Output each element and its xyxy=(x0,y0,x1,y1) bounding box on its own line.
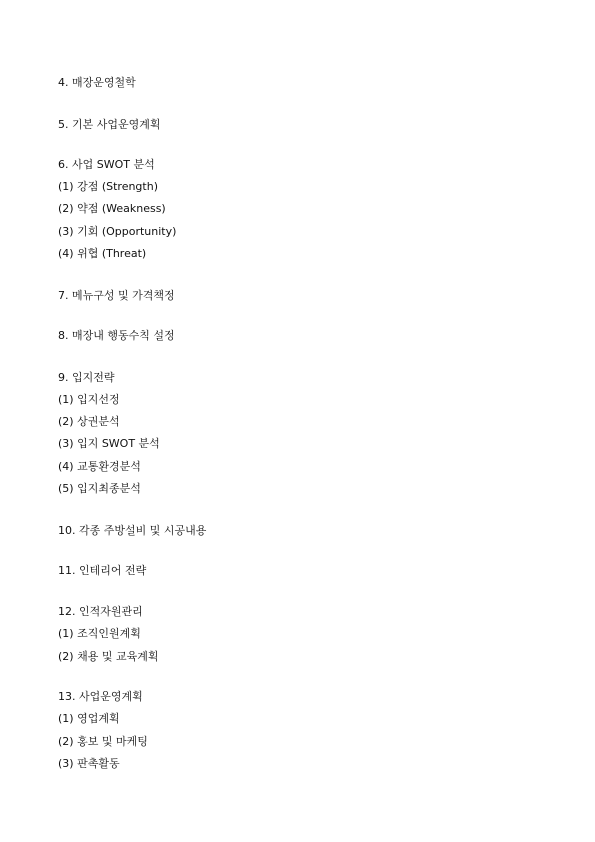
subsection-item: (3) 기회 (Opportunity) xyxy=(58,225,177,238)
section-heading-10: 10. 각종 주방설비 및 시공내용 xyxy=(58,524,207,537)
subsection-item: (2) 채용 및 교육계획 xyxy=(58,650,159,663)
section-heading-13: 13. 사업운영계획 xyxy=(58,690,143,703)
section-heading-11: 11. 인테리어 전략 xyxy=(58,564,147,577)
subsection-item: (1) 입지선정 xyxy=(58,393,120,406)
subsection-item: (3) 판촉활동 xyxy=(58,757,120,770)
section-heading-8: 8. 매장내 행동수칙 설정 xyxy=(58,329,175,342)
section-heading-7: 7. 메뉴구성 및 가격책정 xyxy=(58,289,175,302)
section-heading-5: 5. 기본 사업운영계획 xyxy=(58,118,161,131)
subsection-item: (2) 홍보 및 마케팅 xyxy=(58,735,148,748)
subsection-item: (4) 교통환경분석 xyxy=(58,460,141,473)
section-heading-12: 12. 인적자원관리 xyxy=(58,605,143,618)
section-heading-4: 4. 매장운영철학 xyxy=(58,76,136,89)
subsection-item: (1) 영업계획 xyxy=(58,712,120,725)
subsection-item: (2) 약점 (Weakness) xyxy=(58,202,166,215)
subsection-item: (4) 위협 (Threat) xyxy=(58,247,147,260)
subsection-item: (1) 강점 (Strength) xyxy=(58,180,158,193)
section-heading-9: 9. 입지전략 xyxy=(58,371,115,384)
subsection-item: (5) 입지최종분석 xyxy=(58,482,141,495)
subsection-item: (3) 입지 SWOT 분석 xyxy=(58,437,160,450)
subsection-item: (2) 상권분석 xyxy=(58,415,120,428)
section-heading-6: 6. 사업 SWOT 분석 xyxy=(58,158,155,171)
subsection-item: (1) 조직인원계획 xyxy=(58,627,141,640)
